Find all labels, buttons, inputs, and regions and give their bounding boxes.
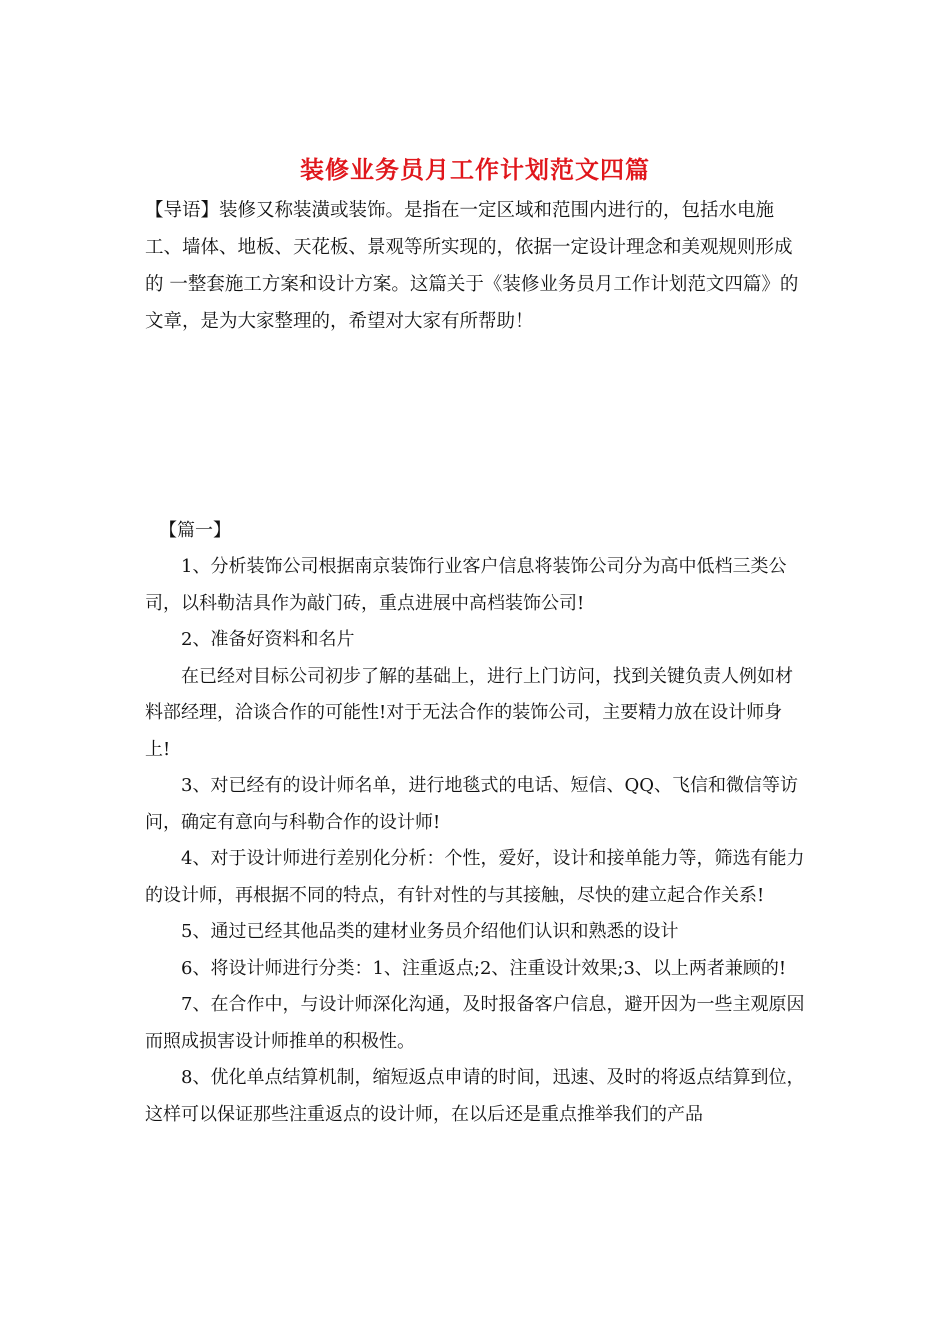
paragraph-8: 7、在合作中，与设计师深化沟通，及时报备客户信息，避开因为一些主观原因而照成损害设计师推单的积极性。: [145, 994, 805, 1052]
section-heading: 【篇一】: [159, 520, 231, 541]
paragraph-6: 5、通过已经其他品类的建材业务员介绍他们认识和熟悉的设计: [181, 921, 679, 942]
intro-paragraph: 【导语】装修又称装潢或装饰。是指在一定区域和范围内进行的，包括水电施工、墙体、地板、天花板、景观等所实现的，依据一定设计理念和美观规则形成的 一整套施工方案和设计方案。这篇关于《装修业务员月工作计划范文四篇》的文章，是为大家整理的，希望对大家有所帮助！: [145, 200, 799, 332]
paragraph-3: 在已经对目标公司初步了解的基础上，进行上门访问，找到关键负责人例如材料部经理，洽谈合作的可能性!对于无法合作的装饰公司，主要精力放在设计师身上!: [145, 665, 793, 760]
section-one: [145, 513, 805, 1133]
paragraph-1: 1、分析装饰公司根据南京装饰行业客户信息将装饰公司分为高中低档三类公司，以科勒洁具作为敲门砖，重点进展中高档装饰公司!: [145, 556, 787, 614]
paragraph-2: 2、准备好资料和名片: [181, 629, 355, 650]
document-title: 装修业务员月工作计划范文四篇: [300, 155, 650, 184]
paragraph-7: 6、将设计师进行分类：1、注重返点;2、注重设计效果;3、以上两者兼顾的!: [181, 957, 787, 979]
paragraph-4: 3、对已经有的设计师名单，进行地毯式的电话、短信、QQ、飞信和微信等访问，确定有意向与科勒合作的设计师!: [145, 775, 798, 833]
paragraph-9: 8、优化单点结算机制，缩短返点申请的时间，迅速、及时的将返点结算到位，这样可以保证那些注重返点的设计师，在以后还是重点推举我们的产品: [145, 1067, 805, 1125]
paragraph-5: 4、对于设计师进行差别化分析：个性，爱好，设计和接单能力等，筛选有能力的设计师，再根据不同的特点，有针对性的与其接触，尽快的建立起合作关系!: [145, 848, 805, 906]
